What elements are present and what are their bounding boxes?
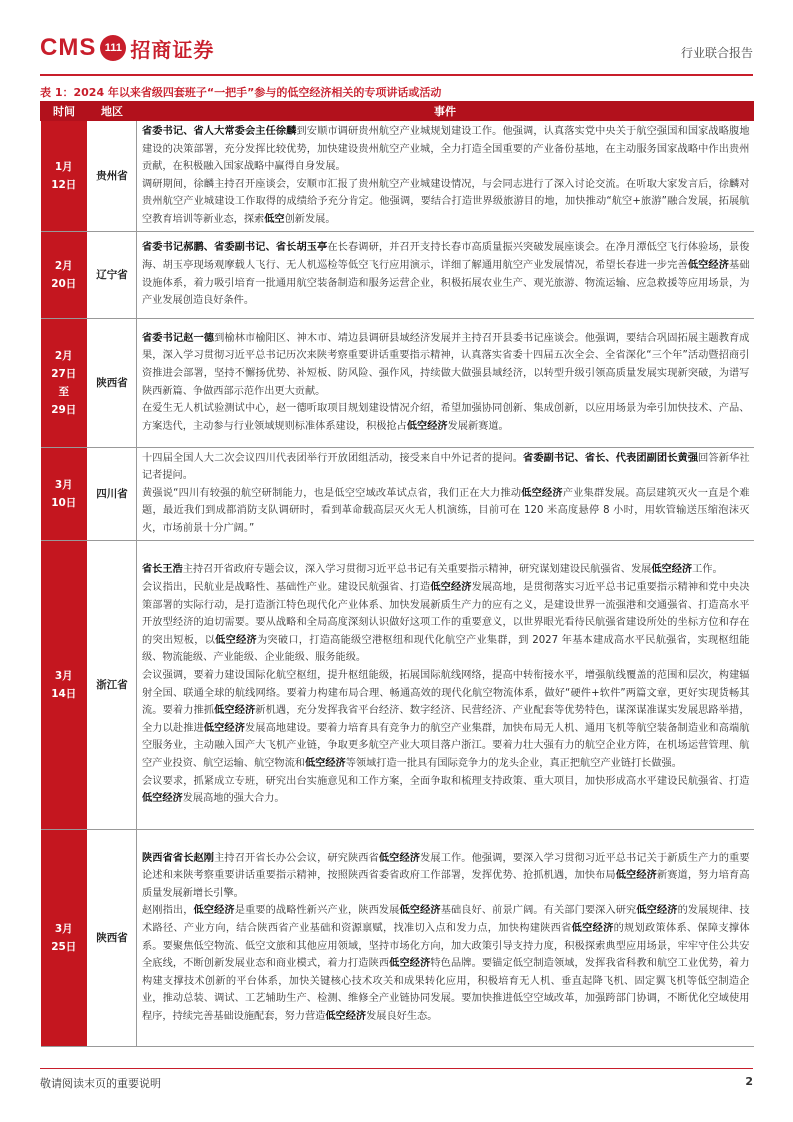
body-text: 赵刚指出， bbox=[142, 905, 194, 917]
page-number: 2 bbox=[745, 1075, 753, 1088]
event-paragraph bbox=[142, 902, 750, 1025]
event-paragraph bbox=[142, 773, 750, 808]
events-cell bbox=[137, 121, 754, 232]
header-time: 时间 bbox=[41, 102, 88, 121]
body-text: 主持召开省政府专题会议，深入学习贯彻习近平总书记有关重要指示精神，研究谋划建设民航强省、发展 bbox=[182, 564, 652, 576]
emphasis-text: 省长王浩 bbox=[142, 564, 183, 576]
emphasis-text: 低空经济 bbox=[305, 757, 346, 769]
emphasis-text: 省委副书记、省长、代表团副团长黄强 bbox=[523, 452, 699, 464]
body-text: 创新发展。 bbox=[284, 213, 336, 225]
event-paragraph bbox=[142, 400, 750, 435]
body-text: 在爱生无人机试验测试中心，赵一德听取项目规划建设情况介绍，希望加强协同创新、集成创新，以应用场景为牵引加快技术、产品、方案迭代，主动参与行业领域规则标准体系建设，积极抢占 bbox=[142, 403, 750, 432]
emphasis-text: 陕西省省长赵刚 bbox=[142, 852, 215, 864]
report-type: 行业联合报告 bbox=[680, 46, 753, 60]
logo-cms-text: CMS bbox=[40, 34, 97, 61]
time-line: 至 bbox=[58, 385, 69, 398]
body-text: 基础良好、前景广阔。有关部门要深入研究 bbox=[440, 905, 637, 917]
time-line: 2月 bbox=[54, 349, 73, 362]
body-text: 发展良好生态。 bbox=[366, 1010, 438, 1022]
time-line: 3月 bbox=[54, 478, 73, 491]
emphasis-text: 低空经济 bbox=[636, 905, 678, 917]
header-events: 事件 bbox=[137, 102, 754, 121]
event-paragraph bbox=[142, 485, 750, 538]
body-text: 发展高地，是贯彻落实习近平总书记重要指示精神和党中央决策部署的实际行动，是打造浙江特色现代化产业体系、加快发展新质生产力的应有之义，是建设世界一流强港和交通强省、打造高水平开放型经济的迫切需要。要从战略和全局高度深刻认识做好这项工作的重要意义，以世界眼光看待民航强省建设所处的坐标方位和存在的突出短板，以 bbox=[142, 581, 750, 646]
emphasis-text: 低空 bbox=[264, 213, 285, 225]
emphasis-text: 低空经济 bbox=[214, 705, 256, 717]
time-line: 3月 bbox=[54, 922, 73, 935]
company-logo bbox=[40, 28, 214, 68]
table-row bbox=[41, 447, 754, 540]
time-cell bbox=[41, 447, 88, 540]
emphasis-text: 省委书记、省人大常委会主任徐麟 bbox=[142, 126, 297, 137]
table-header-row bbox=[41, 102, 754, 121]
emphasis-text: 低空经济 bbox=[651, 564, 693, 576]
time-line: 27日 bbox=[51, 367, 77, 380]
emphasis-text: 低空经济 bbox=[203, 722, 245, 734]
events-cell bbox=[137, 829, 754, 1046]
event-paragraph bbox=[142, 579, 750, 667]
body-text: 发展新赛道。 bbox=[447, 420, 509, 432]
events-table bbox=[40, 101, 754, 1047]
body-text: 发展高地建设。要着力培育具有竞争力的航空产业集群，加快布局无人机、通用飞机等航空装备制造业和高端航空服务业，主动融入国产大飞机产业链，争取更多航空产业大项目落户浙江。要着力壮大强有力的航空企业方阵，在机场运营管理、航空产业投资、航空运输、航空物流和 bbox=[142, 722, 750, 769]
emphasis-text: 低空经济 bbox=[142, 793, 183, 805]
region-cell: 陕西省 bbox=[88, 318, 137, 447]
event-paragraph bbox=[142, 239, 750, 309]
time-cell bbox=[41, 540, 88, 829]
header-divider bbox=[40, 74, 753, 76]
event-paragraph bbox=[142, 667, 750, 773]
emphasis-text: 低空经济 bbox=[571, 922, 614, 934]
body-text: 是重要的战略性新兴产业，陕西发展 bbox=[234, 905, 400, 917]
table-row bbox=[41, 829, 754, 1046]
time-cell bbox=[41, 318, 88, 447]
event-paragraph bbox=[142, 176, 750, 229]
region-cell: 浙江省 bbox=[88, 540, 137, 829]
table-row bbox=[41, 231, 754, 318]
body-text: 调研期间，徐麟主持召开座谈会，安顺市汇报了贵州航空产业城建设情况，与会同志进行了深入讨论交流。在听取大家发言后，徐麟对贵州航空产业城建设工作取得的成绩给予充分肯定。他强调，要结合打造世界级旅游目的地，加快推动“航空+旅游”融合发展，拓展航空教育培训等新业态，探索 bbox=[142, 178, 750, 225]
table-caption: 表 1：2024 年以来省级四套班子“一把手”参与的低空经济相关的专项讲话或活动 bbox=[40, 86, 442, 99]
event-paragraph bbox=[142, 561, 750, 579]
emphasis-text: 低空经济 bbox=[521, 487, 563, 499]
emphasis-text: 低空经济 bbox=[325, 1010, 367, 1022]
body-text: 特色品牌。要锚定低空制造领域，发挥我省科教和航空工业优势，着力构建支撑技术创新的平台体系，加快关键核心技术攻关和成果转化应用，积极培育无人机、垂直起降飞机、固定翼飞机等低空制造企业，推动总装、调试、工艺辅助生产、检测、维修全产业链协同发展。要加快推进低空空域改革，加强跨部门协调，不断优化空域使用程序，持续完善基础设施配套，努力营造 bbox=[142, 958, 750, 1022]
table-row bbox=[41, 121, 754, 232]
table-row bbox=[41, 540, 754, 829]
body-text: 主持召开省长办公会议，研究陕西省 bbox=[214, 852, 379, 864]
emphasis-text: 省委书记赵一德 bbox=[142, 332, 215, 344]
page-header bbox=[40, 28, 753, 72]
emphasis-text: 低空经济 bbox=[399, 905, 441, 917]
time-line: 1月 bbox=[54, 160, 73, 173]
body-text: 的规划政策体系、保障支撑体系。要聚焦低空物流、低空文旅和其他应用领域，坚持市场化方向，加大政策引导支持力度，积极探索典型应用场景，牢牢守住公共安全底线，不断创新发展业态和商业模式，着力打造陕西 bbox=[142, 922, 750, 970]
time-line: 10日 bbox=[51, 496, 77, 509]
body-text: 新机遇，充分发挥我省平台经济、数字经济、民营经济、产业配套等优势特色，谋深谋准谋实发展思路举措，全力以赴推进 bbox=[142, 705, 750, 734]
emphasis-text: 省委书记郝鹏、省委副书记、省长胡玉亭 bbox=[142, 242, 328, 254]
time-line: 25日 bbox=[51, 940, 77, 953]
table-row bbox=[41, 318, 754, 447]
emphasis-text: 低空经济 bbox=[215, 634, 257, 646]
region-cell: 陕西省 bbox=[88, 829, 137, 1046]
footer-disclaimer: 敬请阅读末页的重要说明 bbox=[40, 1077, 161, 1090]
time-line: 29日 bbox=[51, 403, 77, 416]
time-line: 12日 bbox=[51, 178, 77, 191]
body-text: 发展高地的强大合力。 bbox=[182, 793, 285, 805]
body-text: 会议指出，民航业是战略性、基础性产业。建设民航强省、打造 bbox=[142, 581, 431, 593]
time-cell bbox=[41, 231, 88, 318]
region-cell: 辽宁省 bbox=[88, 231, 137, 318]
body-text: 回答新华社记者提问。 bbox=[142, 452, 750, 482]
body-text: 的发展规律、技术路径、产业方向，结合陕西省产业基础和资源禀赋，找准切入点和发力点，加快构建陕西省 bbox=[142, 905, 750, 934]
time-cell bbox=[41, 121, 88, 232]
emphasis-text: 低空经济 bbox=[378, 852, 421, 864]
region-cell: 四川省 bbox=[88, 447, 137, 540]
body-text: 十四届全国人大二次会议四川代表团举行开放团组活动，接受来自中外记者的提问。 bbox=[142, 452, 524, 464]
body-text: 新赛道，努力培育高质量发展新增长引擎。 bbox=[142, 870, 750, 899]
time-cell bbox=[41, 829, 88, 1046]
time-line: 14日 bbox=[51, 687, 77, 700]
body-text: 在长春调研，并召开支持长春市高质量振兴突破发展座谈会。在净月潭低空飞行体验场，景俊海、胡玉亭现场观摩载人飞行、无人机巡检等低空飞行应用演示，详细了解通用航空产业发展情况，希望长春进一步完善 bbox=[142, 242, 750, 271]
body-text: 等领域打造一批具有国际竞争力的龙头企业，真正把航空产业链打长做强。 bbox=[345, 757, 682, 769]
time-line: 20日 bbox=[51, 277, 77, 290]
table-body bbox=[41, 121, 754, 1047]
body-text: 到安顺市调研贵州航空产业城规划建设工作。他强调，认真落实党中央关于航空强国和国家战略腹地建设的决策部署，充分发挥比较优势，加快建设贵州航空产业城，全力打造全国重要的产业备份基地，在主动服务国家战略中作出贵州贡献，在积极融入国家战略中赢得自身发展。 bbox=[142, 126, 750, 173]
emphasis-text: 低空经济 bbox=[615, 870, 657, 882]
event-paragraph bbox=[142, 850, 750, 903]
body-text: 到榆林市榆阳区、神木市、靖边县调研县域经济发展并主持召开县委书记座谈会。他强调，要结合巩固拓展主题教育成果，深入学习贯彻习近平总书记历次来陕考察重要讲话重要指示精神，认真落实省委十四届五次全会、全省深化“三个年”活动暨招商引资推进会部署，坚持不懈扬优势、补短板、防风险、强作风，持续做大做强县域经济，以转型升级引领高质量发展实现新突破，为谱写陕西新篇、争做西部示范作出更大贡献。 bbox=[142, 332, 750, 397]
time-line: 3月 bbox=[54, 669, 73, 682]
emphasis-text: 低空经济 bbox=[430, 581, 472, 593]
body-text: 为突破口，打造高能级空港枢纽和现代化航空产业集群，到 2027 年基本建成高水平民航强省，实现枢纽能级、物流能级、产业能级、企业能级、服务能级。 bbox=[142, 634, 750, 664]
body-text: 基础设施体系，着力吸引培育一批通用航空装备制造和服务运营企业，积极拓展农业生产、观光旅游、物流运输、应急救援等应用场景，为产业发展创造良好条件。 bbox=[142, 259, 750, 307]
events-cell bbox=[137, 447, 754, 540]
emphasis-text: 低空经济 bbox=[193, 905, 235, 917]
event-paragraph bbox=[142, 123, 750, 176]
body-text: 产业集群发展。高层建筑灭火一直是个难题，最近我们到成都消防支队调研时，看到革命载高层灭火无人机演练，目前可在 120 米高度悬停 8 小时，用软管输送压缩泡沫灭火，市场前景十分广阔。” bbox=[142, 487, 750, 534]
header-region: 地区 bbox=[88, 102, 137, 121]
region-cell: 贵州省 bbox=[88, 121, 137, 232]
time-line: 2月 bbox=[54, 259, 73, 272]
logo-cn-text: 招商证券 bbox=[130, 37, 215, 62]
emphasis-text: 低空经济 bbox=[687, 259, 730, 271]
body-text: 会议强调，要着力建设国际化航空枢纽，提升枢纽能级，拓展国际航线网络，提高中转衔接水平，增强航线覆盖的范围和层次，构建辐射全国、联通全球的航线网络。要着力构建布局合理、畅通高效的现代化航空物流体系，做好“硬件+软件”两篇文章，更好实现货畅其流。要着力推抓 bbox=[142, 669, 750, 717]
events-cell bbox=[137, 540, 754, 829]
logo-badge-icon: 111 bbox=[100, 35, 126, 61]
footer-divider bbox=[40, 1068, 753, 1069]
body-text: 黄强说“四川有较强的航空研制能力，也是低空空域改革试点省，我们正在大力推动 bbox=[142, 487, 522, 499]
emphasis-text: 低空经济 bbox=[406, 420, 448, 432]
events-cell bbox=[137, 318, 754, 447]
event-paragraph bbox=[142, 450, 750, 485]
body-text: 会议要求，抓紧成立专班，研究出台实施意见和工作方案，全面争取和梳理支持政策、重大项目，加快形成高水平建设民航强省、打造 bbox=[142, 775, 750, 787]
body-text: 工作。 bbox=[692, 564, 723, 576]
emphasis-text: 低空经济 bbox=[389, 958, 431, 970]
event-paragraph bbox=[142, 330, 750, 400]
events-cell bbox=[137, 231, 754, 318]
body-text: 发展工作。他强调，要深入学习贯彻习近平总书记关于新质生产力的重要论述和来陕考察重要讲话重要指示精神，按照陕西省委省政府工作部署，发挥优势、抢抓机遇，加快布局 bbox=[142, 852, 750, 882]
